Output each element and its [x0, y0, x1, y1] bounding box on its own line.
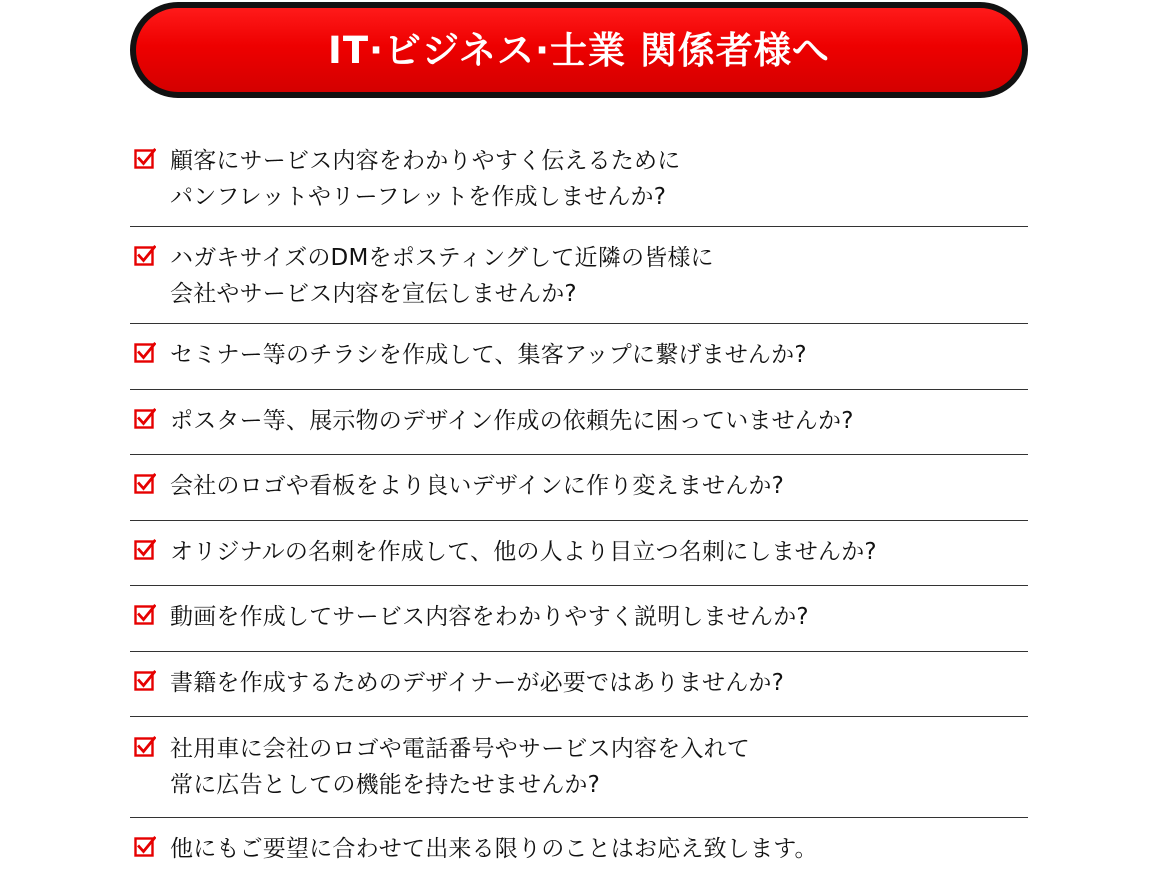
- checklist-item: [130, 390, 1028, 456]
- checklist-item-text: [170, 468, 784, 504]
- checklist-item-text: [170, 403, 854, 439]
- checklist-item-line: パンフレットやリーフレットを作成しませんか?: [170, 184, 667, 210]
- checklist-item-line: オリジナルの名刺を作成して、他の人より目立つ名刺にしませんか?: [170, 538, 877, 565]
- checklist-item-line: ハガキサイズのDMをポスティングして近隣の皆様に: [170, 245, 714, 271]
- checklist-item-line: 会社のロゴや看板をより良いデザインに作り変えませんか?: [170, 473, 784, 499]
- checkbox-checked-icon: [134, 670, 156, 692]
- checklist-item-text: [170, 599, 809, 635]
- checklist-item-line: 常に広告としての機能を持たせませんか?: [170, 772, 601, 798]
- checklist-item-line: ポスター等、展示物のデザイン作成の依頼先に困っていませんか?: [170, 407, 854, 434]
- checkbox-checked-icon: [134, 836, 156, 858]
- checklist-item-line: 書籍を作成するためのデザイナーが必要ではありませんか?: [170, 669, 784, 696]
- checklist-item: [130, 717, 1028, 818]
- checklist-item-line: 社用車に会社のロゴや電話番号やサービス内容を入れて: [170, 736, 750, 762]
- header-banner: [130, 2, 1028, 98]
- checklist-item: [130, 521, 1028, 587]
- checklist-item-text: [170, 143, 680, 215]
- checklist-item: [130, 130, 1028, 227]
- checklist-item-line: セミナー等のチラシを作成して、集客アップに繋げませんか?: [170, 342, 807, 368]
- checklist-item-text: [170, 534, 877, 570]
- checkbox-checked-icon: [134, 736, 156, 758]
- checklist-item-text: [170, 831, 818, 867]
- checklist-item: [130, 227, 1028, 324]
- checkbox-checked-icon: [134, 408, 156, 430]
- checklist-item-text: [170, 337, 807, 373]
- checklist-item-text: [170, 240, 714, 312]
- checklist-item-text: [170, 665, 784, 701]
- checkbox-checked-icon: [134, 342, 156, 364]
- checklist-item: [130, 818, 1028, 884]
- checkbox-checked-icon: [134, 539, 156, 561]
- checklist: [130, 130, 1028, 884]
- checklist-item: [130, 455, 1028, 521]
- checklist-item-line: 他にもご要望に合わせて出来る限りのことはお応え致します。: [170, 836, 818, 862]
- checkbox-checked-icon: [134, 604, 156, 626]
- checkbox-checked-icon: [134, 245, 156, 267]
- checklist-item: [130, 652, 1028, 718]
- checklist-item-line: 会社やサービス内容を宣伝しませんか?: [170, 281, 577, 307]
- checklist-item-line: 動画を作成してサービス内容をわかりやすく説明しませんか?: [170, 604, 809, 630]
- checkbox-checked-icon: [134, 473, 156, 495]
- checklist-item-text: [170, 731, 750, 803]
- checklist-item: [130, 324, 1028, 390]
- checklist-item-line: 顧客にサービス内容をわかりやすく伝えるために: [170, 148, 681, 174]
- checkbox-checked-icon: [134, 148, 156, 170]
- banner-title: IT·ビジネス·士業 関係者様へ: [328, 28, 830, 72]
- checklist-item: [130, 586, 1028, 652]
